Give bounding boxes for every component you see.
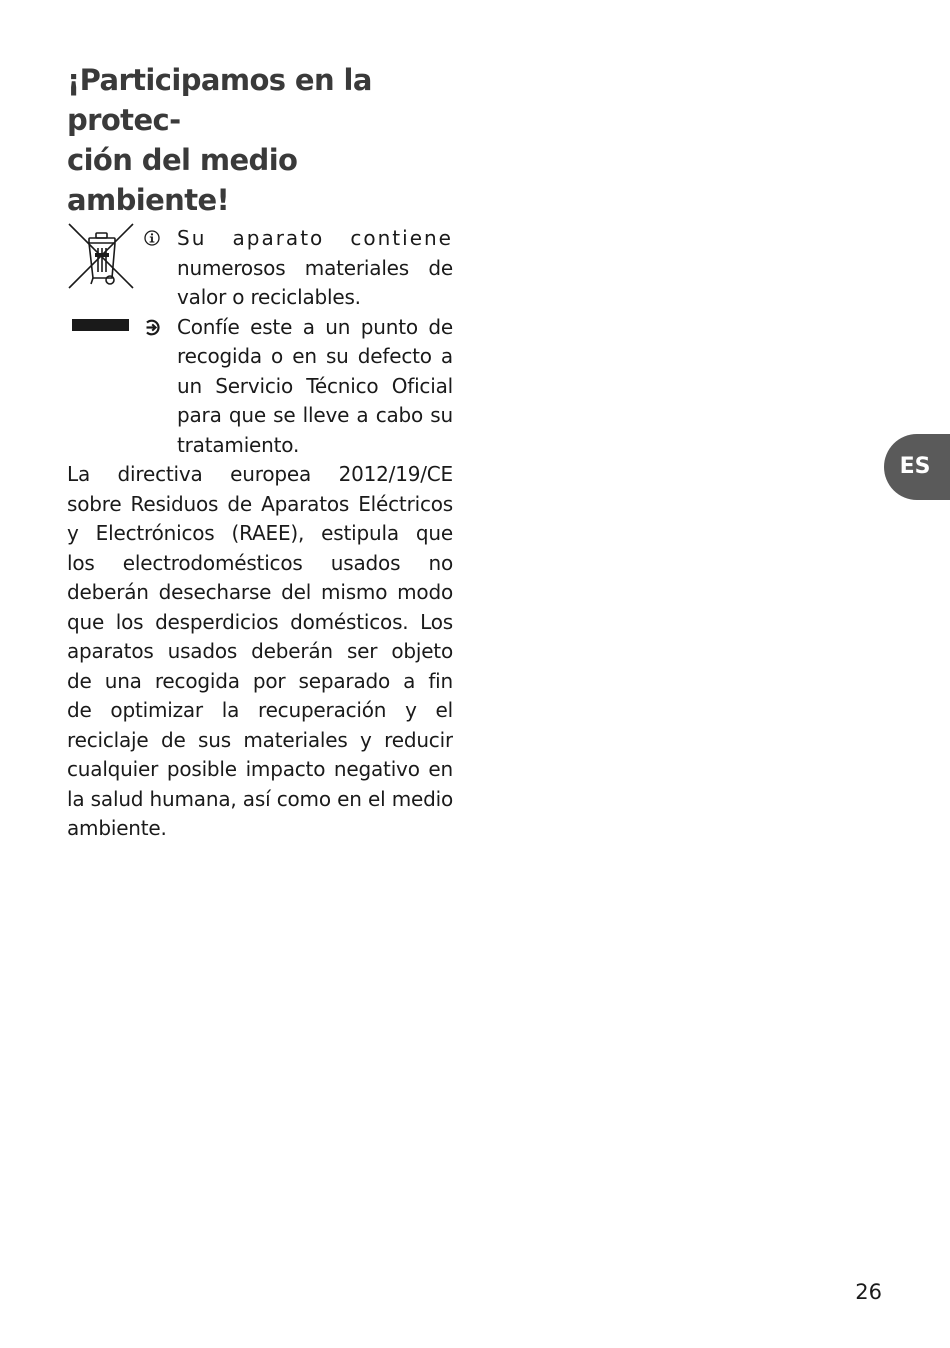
environment-notice <box>67 224 453 844</box>
language-tab-label: ES <box>899 454 931 479</box>
action-item-line: para que se lleve a cabo su <box>177 403 453 427</box>
paragraph-line: sobre Residuos de Aparatos Eléctricos <box>67 491 453 516</box>
paragraph-line: deberán desecharse del mismo modo <box>67 580 453 604</box>
paragraph-line: y Electrónicos (RAEE), estipula que <box>67 521 453 545</box>
paragraph-line: La directiva europea 2012/19/CE <box>67 462 453 486</box>
info-icon <box>144 230 160 246</box>
action-item-text <box>177 313 453 461</box>
paragraph-line: de una recogida por separado a fin <box>67 668 453 693</box>
content-column <box>67 60 453 844</box>
action-item <box>67 313 453 461</box>
section-title-line: ¡Participamos en la protec- <box>67 63 372 137</box>
paragraph-line: que los desperdicios domésticos. Los <box>67 609 453 634</box>
weee-underline-bar <box>72 319 129 331</box>
paragraph-line: aparatos usados deberán ser objeto <box>67 639 453 663</box>
info-item-line: numerosos materiales de <box>177 255 453 280</box>
paragraph-line: ambiente. <box>67 816 167 840</box>
action-item-line: recogida o en su defecto a <box>177 344 453 368</box>
info-item-text <box>177 224 453 313</box>
page-number: 26 <box>855 1280 882 1304</box>
info-item <box>67 224 453 313</box>
action-item-line: tratamiento. <box>177 432 300 457</box>
language-tab <box>884 434 950 500</box>
section-title-line: ción del medio ambiente! <box>67 143 298 217</box>
section-title <box>67 60 453 220</box>
action-item-line: un Servicio Técnico Oficial <box>177 373 453 398</box>
paragraph-line: cualquier posible impacto negativo en <box>67 757 453 781</box>
directive-paragraph <box>67 460 453 844</box>
arrow-right-circle-icon <box>144 319 161 336</box>
info-item-line: Su aparato contiene <box>177 226 453 250</box>
paragraph-line: de optimizar la recuperación y el <box>67 698 453 722</box>
info-item-line: valor o reciclables. <box>177 285 361 309</box>
paragraph-line: reciclaje de sus materiales y reducir <box>67 727 453 752</box>
crossed-out-wheelie-bin-icon <box>67 222 135 292</box>
paragraph-line: los electrodomésticos usados no <box>67 550 453 575</box>
paragraph-line: la salud humana, así como en el medio <box>67 786 453 811</box>
action-item-line: Confíe este a un punto de <box>177 314 453 339</box>
